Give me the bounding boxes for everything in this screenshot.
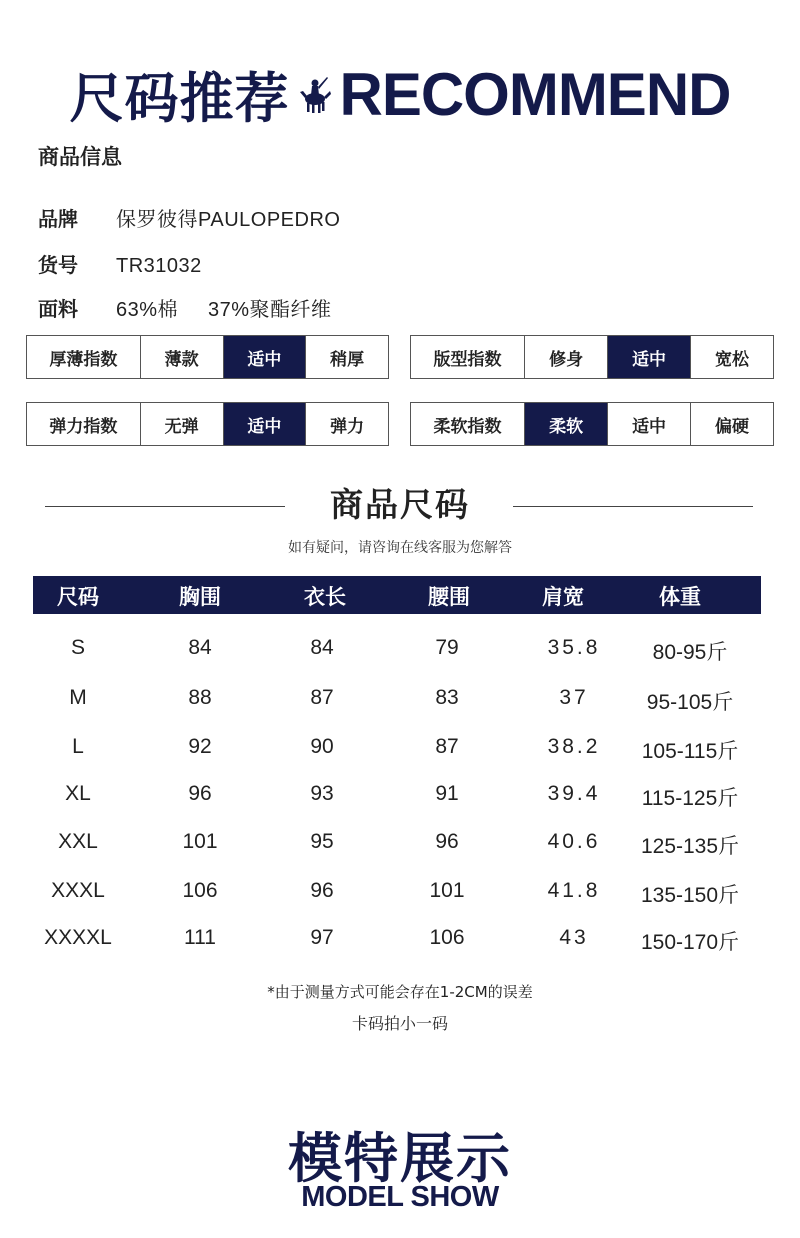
index-option-selected: 适中 xyxy=(223,403,306,445)
table-cell: 96 xyxy=(310,879,334,902)
table-cell: 106 xyxy=(182,879,218,902)
table-cell: 37 xyxy=(559,686,589,709)
index-option: 宽松 xyxy=(690,336,773,378)
size-section-subtitle: 如有疑问，请咨询在线客服为您解答 xyxy=(288,540,512,556)
index-option: 弹力 xyxy=(305,403,388,445)
table-cell: 105-115斤 xyxy=(641,740,739,763)
table-cell: 35.8 xyxy=(547,636,601,659)
index-option: 无弹 xyxy=(140,403,223,445)
table-cell: 96 xyxy=(435,830,459,853)
model-show-title-cn: 模特展示 xyxy=(288,1127,512,1190)
table-cell: 43 xyxy=(559,926,589,949)
size-label-cell: XXXXL xyxy=(44,926,112,949)
table-cell: 84 xyxy=(188,636,212,659)
table-cell: 101 xyxy=(429,879,465,902)
table-cell: 91 xyxy=(435,782,459,805)
index-label: 弹力指数 xyxy=(49,416,118,437)
table-cell: 115-125斤 xyxy=(641,787,739,810)
table-cell: 101 xyxy=(182,830,218,853)
index-option-selected: 柔软 xyxy=(524,403,607,445)
info-row-fabric xyxy=(38,293,332,322)
table-cell: 90 xyxy=(310,735,334,758)
table-cell: 38.2 xyxy=(547,735,601,758)
table-cell: 111 xyxy=(184,926,216,949)
index-option-selected: 适中 xyxy=(607,336,690,378)
info-value: TR31032 xyxy=(116,255,202,277)
header-title-cn: 尺码推荐 xyxy=(69,66,290,130)
info-value-secondary: 37%聚酯纤维 xyxy=(208,299,332,321)
info-row-brand xyxy=(38,203,340,232)
header-cell: 胸围 xyxy=(179,585,221,609)
softness-index xyxy=(410,402,774,446)
info-label: 品牌 xyxy=(38,207,78,231)
table-cell: 87 xyxy=(435,735,459,758)
header-title-en: RECOMMEND xyxy=(339,60,731,128)
table-cell: 97 xyxy=(310,926,334,949)
index-option: 偏硬 xyxy=(690,403,773,445)
elasticity-index xyxy=(26,402,389,446)
size-label-cell: XXXL xyxy=(51,879,105,902)
index-option: 稍厚 xyxy=(305,336,388,378)
info-value: 保罗彼得PAULOPEDRO xyxy=(116,209,341,231)
header-cell: 肩宽 xyxy=(542,585,584,609)
header-cell: 尺码 xyxy=(57,585,99,609)
index-option-selected: 适中 xyxy=(223,336,306,378)
fit-index xyxy=(410,335,774,379)
size-label-cell: XXL xyxy=(58,830,98,853)
table-cell: 106 xyxy=(429,926,465,949)
info-label: 面料 xyxy=(38,297,78,321)
size-advice-note: 卡码拍小一码 xyxy=(351,1014,448,1033)
info-value: 63%棉 xyxy=(116,299,179,321)
polo-player-logo-icon xyxy=(298,72,332,116)
table-cell: 41.8 xyxy=(547,879,601,902)
thickness-index xyxy=(26,335,389,379)
table-cell: 87 xyxy=(310,686,334,709)
info-title: 商品信息 xyxy=(38,145,122,169)
table-cell: 95-105斤 xyxy=(646,691,734,714)
table-cell: 40.6 xyxy=(547,830,601,853)
model-show-title-en: MODEL SHOW xyxy=(301,1181,499,1213)
header-cell: 体重 xyxy=(659,585,701,609)
size-label-cell: M xyxy=(69,686,87,709)
table-cell: 150-170斤 xyxy=(640,931,740,954)
table-cell: 39.4 xyxy=(547,782,601,805)
measurement-note: *由于测量方式可能会存在1-2CM的误差 xyxy=(267,983,533,1001)
index-option: 适中 xyxy=(607,403,690,445)
table-cell: 83 xyxy=(435,686,459,709)
table-cell: 93 xyxy=(310,782,334,805)
index-label: 厚薄指数 xyxy=(49,349,118,370)
size-table-header xyxy=(33,576,761,614)
index-option: 薄款 xyxy=(140,336,223,378)
page-header xyxy=(0,58,800,130)
table-cell: 84 xyxy=(310,636,334,659)
index-option: 修身 xyxy=(524,336,607,378)
header-cell: 衣长 xyxy=(304,585,346,609)
table-cell: 88 xyxy=(188,686,212,709)
size-label-cell: XL xyxy=(65,782,91,805)
table-cell: 135-150斤 xyxy=(640,884,740,907)
table-cell: 125-135斤 xyxy=(640,835,740,858)
info-row-item-number xyxy=(38,249,202,278)
table-cell: 79 xyxy=(435,636,459,659)
table-cell: 95 xyxy=(310,830,334,853)
info-label: 货号 xyxy=(38,253,78,277)
index-label: 版型指数 xyxy=(433,349,502,370)
table-cell: 96 xyxy=(188,782,212,805)
size-section-title: 商品尺码 xyxy=(330,485,470,524)
index-label: 柔软指数 xyxy=(433,416,502,437)
header-cell: 腰围 xyxy=(428,585,470,609)
size-label-cell: S xyxy=(70,636,86,659)
size-label-cell: L xyxy=(72,735,84,758)
table-cell: 80-95斤 xyxy=(652,641,728,664)
table-cell: 92 xyxy=(188,735,212,758)
